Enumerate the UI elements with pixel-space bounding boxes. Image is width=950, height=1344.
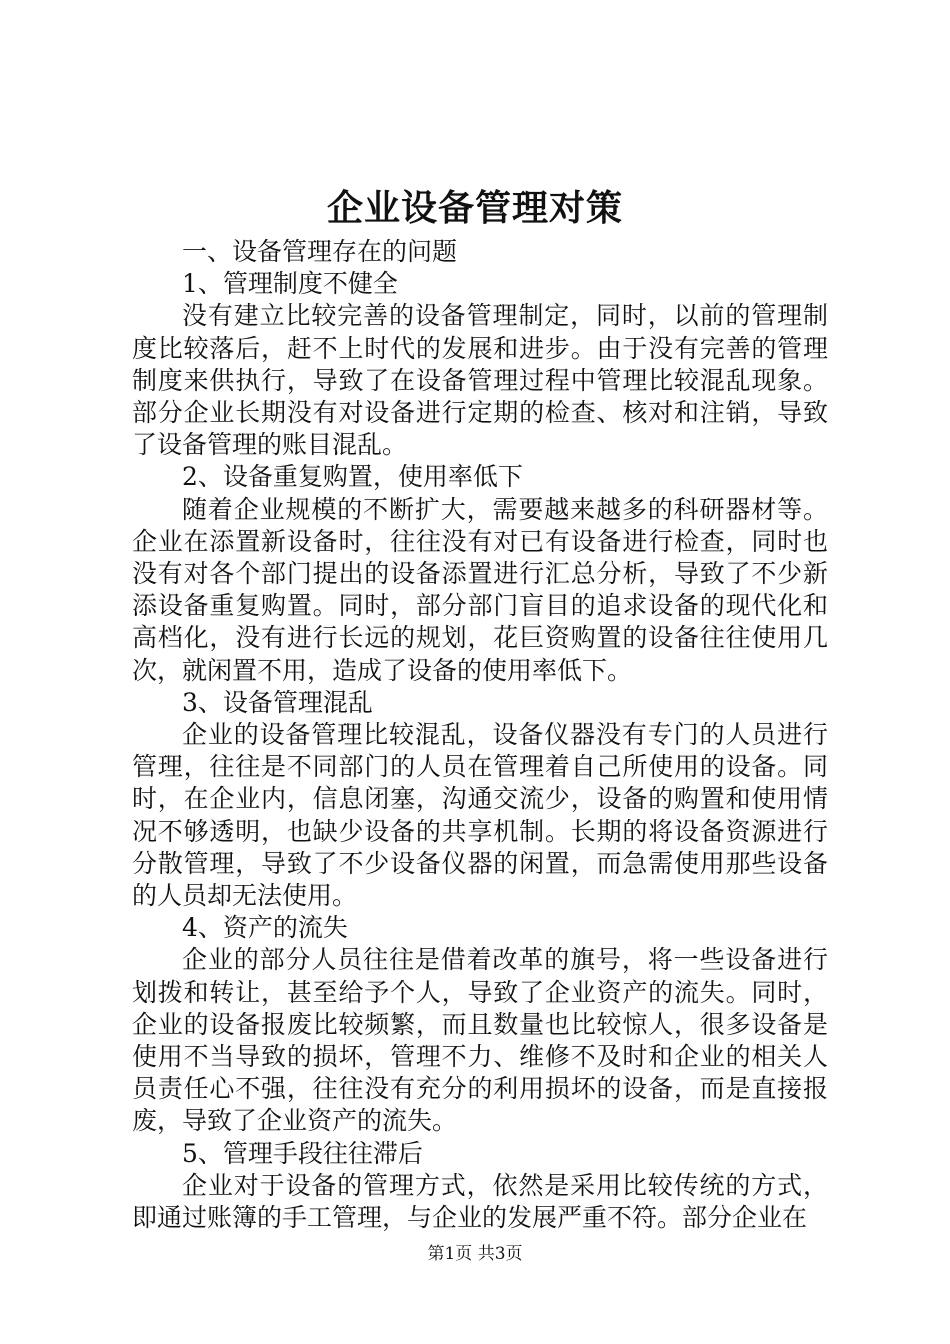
body-paragraph: 企业的部分人员往往是借着改革的旗号，将一些设备进行划拨和转让，甚至给予个人，导致了企业资产的流失。同时，企业的设备报废比较频繁，而且数量也比较惊人，很多设备是使用不当导致的损坏，管理不力、维修不及时和企业的相关人员责任心不强，往往没有充分的利用损坏的设备，而是直接报废，导致了企业资产的流失。 (132, 945, 828, 1136)
subsection-heading: 2、设备重复购置，使用率低下 (182, 462, 523, 492)
subsection-heading: 4、资产的流失 (182, 913, 348, 943)
body-paragraph: 企业的设备管理比较混乱，设备仪器没有专门的人员进行管理，往往是不同部门的人员在管理着自己所使用的设备。同时，在企业内，信息闭塞，沟通交流少，设备的购置和使用情况不够透明，也缺少设备的共享机制。长期的将设备资源进行分散管理，导致了不少设备仪器的闲置，而急需使用那些设备的人员却无法使用。 (132, 720, 828, 911)
subsection-heading: 1、管理制度不健全 (182, 269, 398, 299)
section-heading: 一、设备管理存在的问题 (182, 237, 458, 266)
body-paragraph: 随着企业规模的不断扩大，需要越来越多的科研器材等。企业在添置新设备时，往往没有对已有设备进行检查，同时也没有对各个部门提出的设备添置进行汇总分析，导致了不少新添设备重复购置。同时，部分部门盲目的追求设备的现代化和高档化，没有进行长远的规划，花巨资购置的设备往往使用几次，就闲置不用，造成了设备的使用率低下。 (132, 494, 828, 685)
document-body (132, 236, 828, 1234)
page-footer: 第1页 共3页 (427, 1244, 523, 1264)
subsection-heading: 5、管理手段往往滞后 (182, 1138, 423, 1168)
body-paragraph: 没有建立比较完善的设备管理制定，同时，以前的管理制度比较落后，赶不上时代的发展和进步。由于没有完善的管理制度来供执行，导致了在设备管理过程中管理比较混乱现象。部分企业长期没有对设备进行定期的检查、核对和注销，导致了设备管理的账目混乱。 (132, 301, 828, 460)
subsection-heading: 3、设备管理混乱 (182, 687, 373, 717)
page-title: 企业设备管理对策 (326, 187, 623, 229)
body-paragraph: 企业对于设备的管理方式，依然是采用比较传统的方式，即通过账簿的手工管理，与企业的发展严重不符。部分企业在 (132, 1170, 828, 1233)
